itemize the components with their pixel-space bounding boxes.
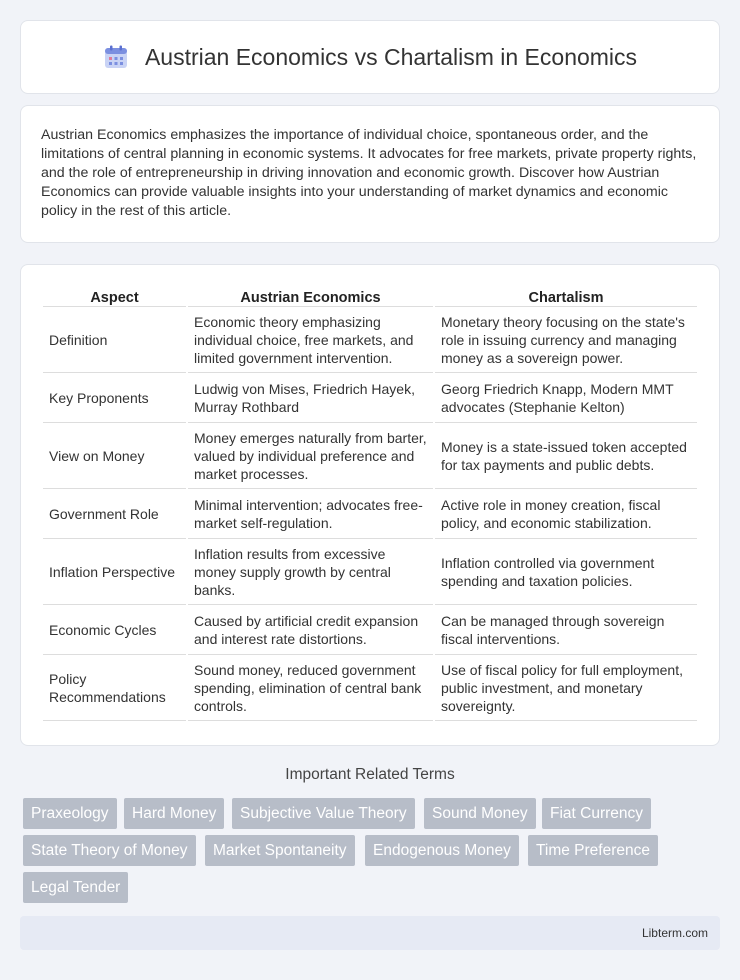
- row-chartalism: Can be managed through sovereign fiscal interventions.: [435, 605, 697, 655]
- related-term-tag[interactable]: Time Preference: [528, 835, 658, 866]
- row-chartalism: Inflation controlled via government spending and taxation policies.: [435, 539, 697, 605]
- row-aspect: Policy Recommendations: [43, 655, 186, 721]
- row-austrian: Ludwig von Mises, Friedrich Hayek, Murray Rothbard: [188, 373, 433, 423]
- comparison-table: [41, 285, 699, 721]
- row-aspect: Economic Cycles: [43, 605, 186, 655]
- table-row: [43, 307, 697, 373]
- table-row: [43, 655, 697, 721]
- calendar-icon: [103, 44, 129, 70]
- table-row: [43, 373, 697, 423]
- row-chartalism: Active role in money creation, fiscal policy, and economic stabilization.: [435, 489, 697, 539]
- related-term-tag[interactable]: Praxeology: [23, 798, 117, 829]
- header-aspect: Aspect: [43, 285, 186, 307]
- row-austrian: Sound money, reduced government spending, elimination of central bank controls.: [188, 655, 433, 721]
- related-term-tag[interactable]: Hard Money: [124, 798, 224, 829]
- table-row: [43, 489, 697, 539]
- header-austrian: Austrian Economics: [188, 285, 433, 307]
- row-chartalism: Use of fiscal policy for full employment, public investment, and monetary sovereignty.: [435, 655, 697, 721]
- row-aspect: Inflation Perspective: [43, 539, 186, 605]
- related-terms-title: Important Related Terms: [285, 766, 455, 783]
- row-aspect: Government Role: [43, 489, 186, 539]
- row-aspect: Definition: [43, 307, 186, 373]
- row-austrian: Inflation results from excessive money supply growth by central banks.: [188, 539, 433, 605]
- related-term-tag[interactable]: Fiat Currency: [542, 798, 651, 829]
- header-chartalism: Chartalism: [435, 285, 697, 307]
- row-aspect: View on Money: [43, 423, 186, 489]
- row-chartalism: Georg Friedrich Knapp, Modern MMT advocates (Stephanie Kelton): [435, 373, 697, 423]
- table-row: [43, 423, 697, 489]
- row-chartalism: Monetary theory focusing on the state's role in issuing currency and managing money as a sovereign power.: [435, 307, 697, 373]
- related-term-tag[interactable]: Endogenous Money: [365, 835, 519, 866]
- related-term-tag[interactable]: State Theory of Money: [23, 835, 196, 866]
- related-term-tag[interactable]: Legal Tender: [23, 872, 128, 903]
- row-austrian: Minimal intervention; advocates free-market self-regulation.: [188, 489, 433, 539]
- related-term-tag[interactable]: Subjective Value Theory: [232, 798, 415, 829]
- related-term-tag[interactable]: Sound Money: [424, 798, 536, 829]
- intro-card: [20, 105, 720, 243]
- page-title: Austrian Economics vs Chartalism in Economics: [144, 43, 638, 70]
- table-row: [43, 605, 697, 655]
- header-card: [20, 20, 720, 94]
- footer: [20, 916, 720, 950]
- intro-text: Austrian Economics emphasizes the importance of individual choice, spontaneous order, and the limitations of central planning in economic systems. It advocates for free markets, private property rights, and the role of entrepreneurship in driving innovation and economic growth. Discover how Austrian Economics can provide valuable insights into your understanding of market dynamics and economic policy in the rest of this article.: [41, 127, 697, 219]
- table-row: [43, 539, 697, 605]
- row-austrian: Caused by artificial credit expansion and interest rate distortions.: [188, 605, 433, 655]
- related-term-tag[interactable]: Market Spontaneity: [205, 835, 355, 866]
- row-chartalism: Money is a state-issued token accepted for tax payments and public debts.: [435, 423, 697, 489]
- row-austrian: Economic theory emphasizing individual choice, free markets, and limited government intervention.: [188, 307, 433, 373]
- row-aspect: Key Proponents: [43, 373, 186, 423]
- table-header-row: [43, 285, 697, 307]
- row-austrian: Money emerges naturally from barter, valued by individual preference and market processes.: [188, 423, 433, 489]
- footer-site-link[interactable]: Libterm.com: [641, 926, 708, 940]
- comparison-table-card: [20, 264, 720, 746]
